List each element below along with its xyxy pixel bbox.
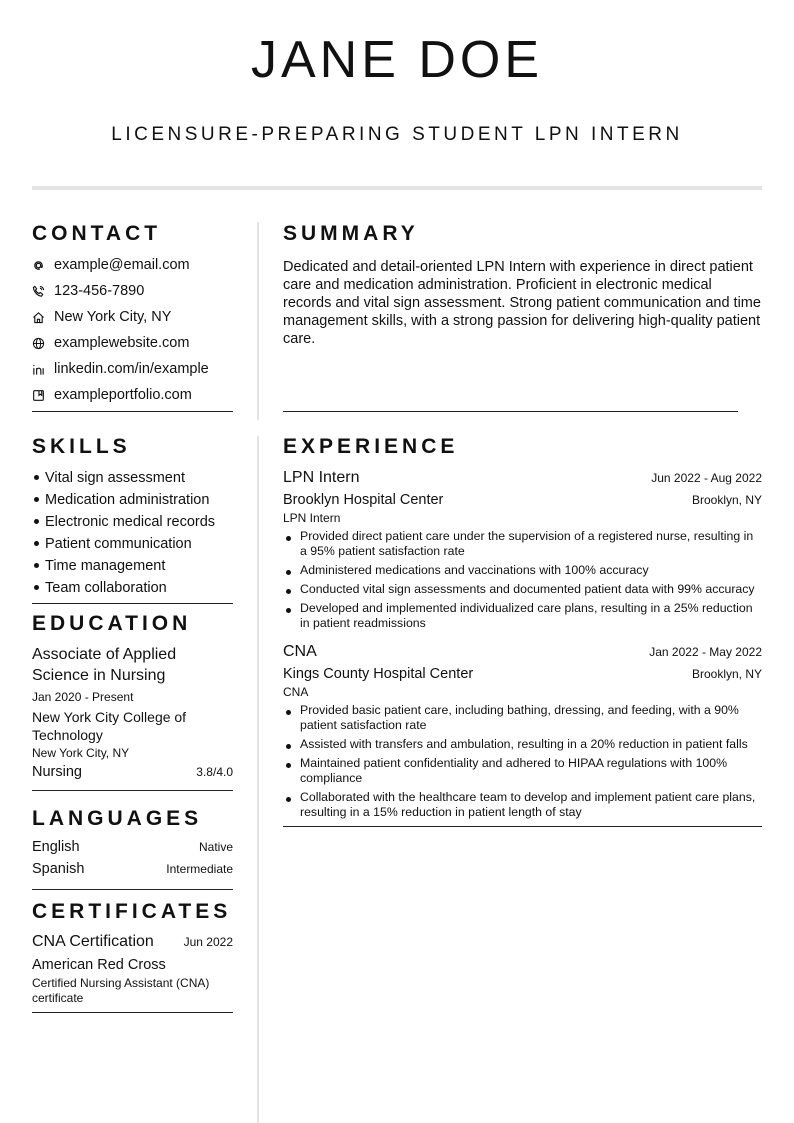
skill-item: Medication administration bbox=[32, 489, 233, 511]
languages-section bbox=[32, 807, 233, 890]
job-company: Brooklyn Hospital Center bbox=[283, 492, 444, 508]
languages-divider bbox=[32, 889, 233, 890]
skills-divider bbox=[32, 603, 233, 604]
job-location: Brooklyn, NY bbox=[691, 493, 762, 507]
skill-item: Team collaboration bbox=[32, 577, 233, 599]
certificate-name: CNA Certification bbox=[32, 933, 154, 950]
certificate-date: Jun 2022 bbox=[183, 935, 233, 949]
home-icon bbox=[32, 311, 54, 324]
email-text: example@email.com bbox=[54, 257, 190, 273]
job-company: Kings County Hospital Center bbox=[283, 666, 474, 682]
summary-divider bbox=[283, 411, 738, 412]
job-bullet: Provided direct patient care under the supervision of a registered nurse, resulting in a 95% patient satisfaction rate bbox=[283, 529, 762, 559]
experience-divider bbox=[283, 826, 762, 827]
at-sign-icon bbox=[32, 259, 54, 272]
education-section bbox=[32, 612, 233, 791]
language-row bbox=[32, 839, 233, 861]
summary-text: Dedicated and detail-oriented LPN Intern with experience in direct patient care and medication administration. Proficient in electronic medical records and vital sign assessment. Strong patient communication and time management skills, with a strong passion for delivering high-quality patient care. bbox=[283, 259, 761, 347]
skill-item: Electronic medical records bbox=[32, 511, 233, 533]
certificate-description: Certified Nursing Assistant (CNA) certificate bbox=[32, 976, 210, 1005]
location-text: New York City, NY bbox=[54, 309, 172, 325]
education-heading: EDUCATION bbox=[32, 612, 192, 635]
certificates-section bbox=[32, 900, 233, 1013]
languages-heading: LANGUAGES bbox=[32, 807, 203, 830]
globe-icon bbox=[32, 337, 54, 350]
degree: Associate of Applied Science in Nursing bbox=[32, 646, 177, 684]
job-bullet: Provided basic patient care, including bathing, dressing, and feeding, with a 90% patient satisfaction rate bbox=[283, 703, 762, 733]
contact-section bbox=[32, 222, 233, 412]
website-text: examplewebsite.com bbox=[54, 335, 190, 351]
skill-item: Vital sign assessment bbox=[32, 467, 233, 489]
job-role: CNA bbox=[283, 685, 309, 699]
school-location: New York City, NY bbox=[32, 746, 130, 760]
header-divider bbox=[32, 186, 762, 190]
contact-location bbox=[32, 304, 233, 330]
column-divider bbox=[257, 222, 259, 1123]
job-bullet: Maintained patient confidentiality and adhered to HIPAA regulations with 100% compliance bbox=[283, 756, 762, 786]
contact-website[interactable] bbox=[32, 330, 233, 356]
school-name: New York City College of Technology bbox=[32, 709, 187, 743]
experience-heading: EXPERIENCE bbox=[283, 435, 459, 458]
skills-heading: SKILLS bbox=[32, 435, 131, 458]
contact-portfolio[interactable] bbox=[32, 382, 233, 408]
contact-heading: CONTACT bbox=[32, 222, 162, 245]
phone-icon bbox=[32, 285, 54, 298]
skills-section bbox=[32, 435, 233, 604]
job-dates: Jun 2022 - Aug 2022 bbox=[651, 471, 762, 485]
certificate-issuer: American Red Cross bbox=[32, 957, 166, 973]
job-location: Brooklyn, NY bbox=[691, 667, 762, 681]
certificates-divider bbox=[32, 1012, 233, 1013]
contact-phone[interactable] bbox=[32, 278, 233, 304]
education-divider bbox=[32, 790, 233, 791]
job-entry bbox=[283, 469, 762, 631]
gpa: 3.8/4.0 bbox=[196, 765, 233, 779]
language-name: English bbox=[32, 839, 80, 855]
job-title: CNA bbox=[283, 643, 317, 660]
job-title: LPN Intern bbox=[283, 469, 360, 486]
job-role: LPN Intern bbox=[283, 511, 341, 525]
job-bullet: Collaborated with the healthcare team to develop and implement patient care plans, resulting in a 15% reduction in patient length of stay bbox=[283, 790, 762, 820]
field-of-study: Nursing bbox=[32, 764, 82, 780]
phone-text: 123-456-7890 bbox=[54, 283, 145, 299]
language-name: Spanish bbox=[32, 861, 85, 877]
experience-section bbox=[283, 435, 762, 827]
summary-heading: SUMMARY bbox=[283, 222, 419, 245]
job-bullet: Conducted vital sign assessments and documented patient data with 99% accuracy bbox=[283, 582, 762, 597]
job-bullet: Administered medications and vaccinations with 100% accuracy bbox=[283, 563, 762, 578]
language-level: Intermediate bbox=[166, 862, 233, 876]
linkedin-text: linkedin.com/in/example bbox=[54, 361, 209, 377]
contact-email[interactable] bbox=[32, 252, 233, 278]
language-level: Native bbox=[198, 840, 233, 854]
job-entry bbox=[283, 643, 762, 820]
bookmark-icon bbox=[32, 389, 54, 402]
job-bullet: Assisted with transfers and ambulation, resulting in a 20% reduction in patient falls bbox=[283, 737, 762, 752]
certificates-heading: CERTIFICATES bbox=[32, 900, 232, 923]
candidate-name: JANE DOE bbox=[250, 31, 544, 89]
portfolio-text: exampleportfolio.com bbox=[54, 387, 192, 403]
job-bullet: Developed and implemented individualized care plans, resulting in a 25% reduction in patient readmissions bbox=[283, 601, 762, 631]
contact-divider bbox=[32, 411, 233, 412]
summary-section bbox=[283, 222, 762, 348]
job-dates: Jan 2022 - May 2022 bbox=[649, 645, 762, 659]
education-dates: Jan 2020 - Present bbox=[32, 690, 134, 704]
job-title-heading: LICENSURE-PREPARING STUDENT LPN INTERN bbox=[111, 124, 683, 145]
language-row bbox=[32, 861, 233, 883]
skill-item: Time management bbox=[32, 555, 233, 577]
linkedin-icon bbox=[32, 363, 54, 376]
skill-item: Patient communication bbox=[32, 533, 233, 555]
contact-linkedin[interactable] bbox=[32, 356, 233, 382]
